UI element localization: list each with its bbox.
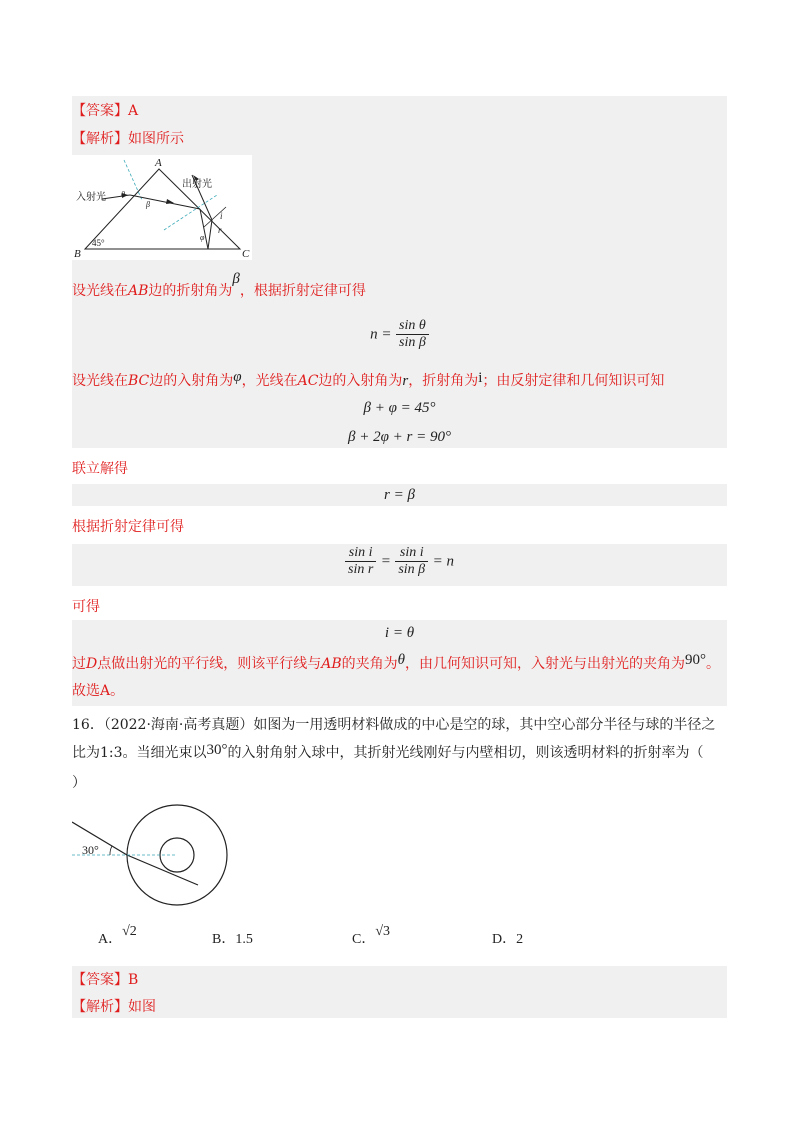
eq5-den2: sin β: [398, 562, 426, 577]
option-a[interactable]: [98, 924, 137, 948]
line5-deg: 90°: [685, 652, 707, 668]
option-a-value: √2: [122, 924, 137, 939]
line2-g: ，折射角为: [408, 373, 479, 389]
answer-16-tag: 【答案】: [72, 972, 128, 988]
eq1-lhs: n =: [370, 326, 392, 343]
answer-16-value: B: [128, 972, 139, 988]
line2-f: 边的入射角为: [318, 373, 403, 389]
theta-label: θ: [121, 190, 125, 199]
sphere-figure: [72, 800, 252, 910]
analysis-text: 如图所示: [128, 131, 184, 147]
line1-ab: AB: [128, 283, 149, 299]
answer-16-line: [72, 969, 727, 991]
analysis-16-tag: 【解析】: [72, 999, 128, 1015]
eq5-fraction-1: [345, 545, 376, 578]
q16-line2a: 比为1:3。当细光束以: [72, 745, 207, 761]
q16-line2b: 的入射角射入球中，其折射光线刚好与内壁相切，则该透明材料的折射率为（: [227, 745, 704, 761]
angle-B-label: 45°: [92, 238, 105, 248]
prism-figure: [72, 155, 252, 260]
option-b-value: 1.5: [235, 932, 253, 947]
eq1-num: sin θ: [396, 318, 429, 335]
line2-h: ；由反射定律和几何知识可知: [482, 373, 665, 389]
line5-f: ，由几何知识可知，入射光与出射光的夹角为: [405, 656, 686, 672]
solve-line: 联立解得: [72, 461, 128, 477]
answer-line: [72, 100, 727, 122]
line2-phi: φ: [233, 369, 242, 385]
option-d-value: 2: [516, 932, 524, 947]
eq5-rhs: = n: [432, 553, 454, 570]
r-label: r: [218, 225, 222, 235]
option-b[interactable]: [212, 928, 253, 948]
exit-label: 出射光: [182, 179, 212, 190]
line5-a: 过: [72, 656, 86, 672]
line5-ab: AB: [321, 656, 342, 672]
line5-e: 的夹角为: [341, 656, 398, 672]
line2-bc: BC: [128, 373, 150, 389]
beta-label: β: [146, 200, 150, 209]
option-c[interactable]: [352, 924, 391, 948]
eq5-fraction-2: [395, 545, 428, 578]
analysis-16-line: [72, 996, 727, 1018]
analysis-line: [72, 128, 727, 150]
question-16-line-3: ）: [72, 775, 86, 791]
question-16-line-1: 16．（2022·海南·高考真题）如图为一用透明材料做成的中心是空的球，其中空心部分半径与球的半径之: [72, 717, 716, 733]
line1-c: 边的折射角为: [148, 283, 233, 299]
text-line-5: [72, 653, 727, 675]
vertex-A: A: [155, 157, 162, 169]
line2-r: r: [402, 373, 409, 389]
incident-label: 入射光: [76, 192, 106, 203]
equation-3: β + 2φ + r = 90°: [348, 429, 451, 445]
eq5-num1: sin i: [345, 545, 376, 562]
line1-d: ，根据折射定律可得: [239, 283, 366, 299]
line5-d: D: [86, 656, 98, 672]
equation-6: i = θ: [384, 625, 415, 641]
vertex-B: B: [74, 248, 81, 260]
line5-g: 。: [706, 656, 721, 672]
analysis-tag: 【解析】: [72, 131, 128, 147]
question-16-line-2: [72, 742, 727, 764]
q16-angle: 30°: [206, 742, 228, 758]
eq5-den1: sin r: [348, 562, 374, 577]
line2-i: i: [478, 370, 483, 386]
option-a-label: A．: [98, 932, 123, 947]
phi-label: φ: [200, 233, 205, 242]
text-line-2: [72, 370, 727, 392]
line5-theta: θ: [397, 652, 406, 668]
line2-ac: AC: [297, 373, 319, 389]
i-label: i: [220, 211, 223, 221]
eq1-fraction: [396, 318, 429, 351]
line5-c: 点做出射光的平行线，则该平行线与: [97, 656, 322, 672]
text-line-6: 故选A。: [72, 683, 125, 699]
option-d-label: D．: [492, 932, 517, 947]
eq1-den: sin β: [399, 335, 426, 350]
option-d[interactable]: [492, 928, 523, 948]
answer-value: A: [128, 103, 139, 119]
line1-a: 设光线在: [72, 283, 128, 299]
line2-a: 设光线在: [72, 373, 128, 389]
vertex-C: C: [242, 248, 250, 260]
analysis-16-text: 如图: [128, 999, 156, 1015]
eq5-equals: =: [380, 553, 391, 570]
text-line-1: [72, 271, 727, 302]
equation-4: r = β: [384, 487, 415, 503]
line1-beta: β: [232, 271, 240, 287]
equation-2: β + φ = 45°: [363, 400, 436, 416]
equation-1: [72, 318, 727, 351]
answer-tag: 【答案】: [72, 103, 128, 119]
angle-30-label: 30°: [82, 843, 99, 857]
equation-5: [72, 545, 727, 578]
option-b-label: B．: [212, 932, 236, 947]
line2-c: 边的入射角为: [149, 373, 234, 389]
line2-d: ，光线在: [241, 373, 298, 389]
eq5-num2: sin i: [395, 545, 428, 562]
text-line-4: 可得: [72, 599, 100, 615]
option-c-label: C．: [352, 932, 376, 947]
option-c-value: √3: [375, 924, 391, 939]
text-line-3: 根据折射定律可得: [72, 519, 184, 535]
